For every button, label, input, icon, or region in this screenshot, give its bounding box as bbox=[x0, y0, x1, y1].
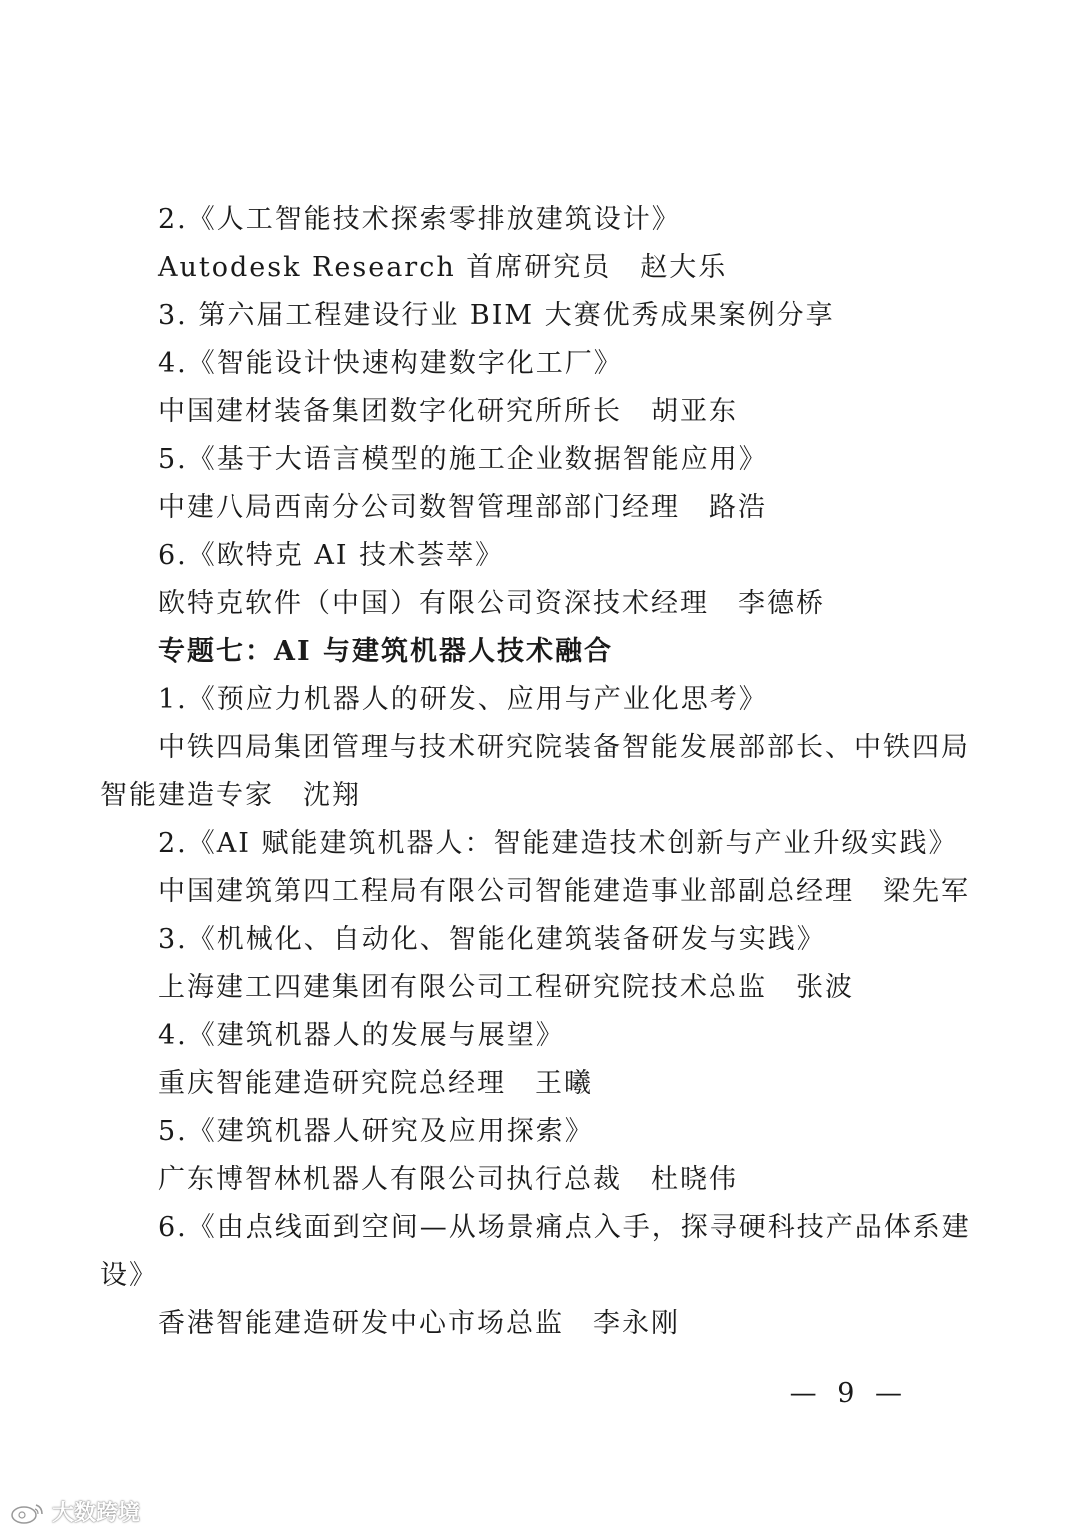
watermark bbox=[8, 1496, 140, 1527]
talk-title: 4.《建筑机器人的发展与展望》 bbox=[158, 1020, 565, 1051]
talk-title: 6.《由点线面到空间—从场景痛点入手，探寻硬科技产品体系建设》 bbox=[100, 1212, 971, 1291]
talk-title: 5.《基于大语言模型的施工企业数据智能应用》 bbox=[158, 444, 768, 475]
speaker-line: 中国建筑第四工程局有限公司智能建造事业部副总经理 梁先军 bbox=[158, 876, 970, 907]
speaker-line: 中建八局西南分公司数智管理部部门经理 路浩 bbox=[158, 492, 767, 523]
section-title: 专题七：AI 与建筑机器人技术融合 bbox=[158, 636, 613, 667]
talk-title: 4.《智能设计快速构建数字化工厂》 bbox=[158, 348, 623, 379]
weibo-logo-icon bbox=[8, 1499, 48, 1525]
speaker-line: 广东博智林机器人有限公司执行总裁 杜晓伟 bbox=[158, 1164, 738, 1195]
speaker-line: 香港智能建造研发中心市场总监 李永刚 bbox=[158, 1308, 680, 1339]
speaker-line: 中国建材装备集团数字化研究所所长 胡亚东 bbox=[158, 396, 738, 427]
talk-title: 2.《AI 赋能建筑机器人：智能建造技术创新与产业升级实践》 bbox=[158, 828, 958, 859]
speaker-line: 重庆智能建造研究院总经理 王曦 bbox=[158, 1068, 593, 1099]
talk-title: 1.《预应力机器人的研发、应用与产业化思考》 bbox=[158, 684, 768, 715]
page-number: — 9 — bbox=[789, 1378, 908, 1409]
talk-title: 6.《欧特克 AI 技术荟萃》 bbox=[158, 540, 505, 571]
talk-title: 2.《人工智能技术探索零排放建筑设计》 bbox=[158, 204, 681, 235]
speaker-line: 欧特克软件（中国）有限公司资深技术经理 李德桥 bbox=[158, 588, 825, 619]
speaker-line: 上海建工四建集团有限公司工程研究院技术总监 张波 bbox=[158, 972, 854, 1003]
speaker-line: Autodesk Research 首席研究员 赵大乐 bbox=[158, 252, 728, 283]
speaker-line: 中铁四局集团管理与技术研究院装备智能发展部部长、中铁四局智能建造专家 沈翔 bbox=[100, 732, 970, 811]
talk-title: 5.《建筑机器人研究及应用探索》 bbox=[158, 1116, 594, 1147]
watermark-text: 大数跨境 bbox=[52, 1501, 141, 1526]
talk-title: 3. 第六届工程建设行业 BIM 大赛优秀成果案例分享 bbox=[158, 300, 835, 331]
talk-title: 3.《机械化、自动化、智能化建筑装备研发与实践》 bbox=[158, 924, 826, 955]
